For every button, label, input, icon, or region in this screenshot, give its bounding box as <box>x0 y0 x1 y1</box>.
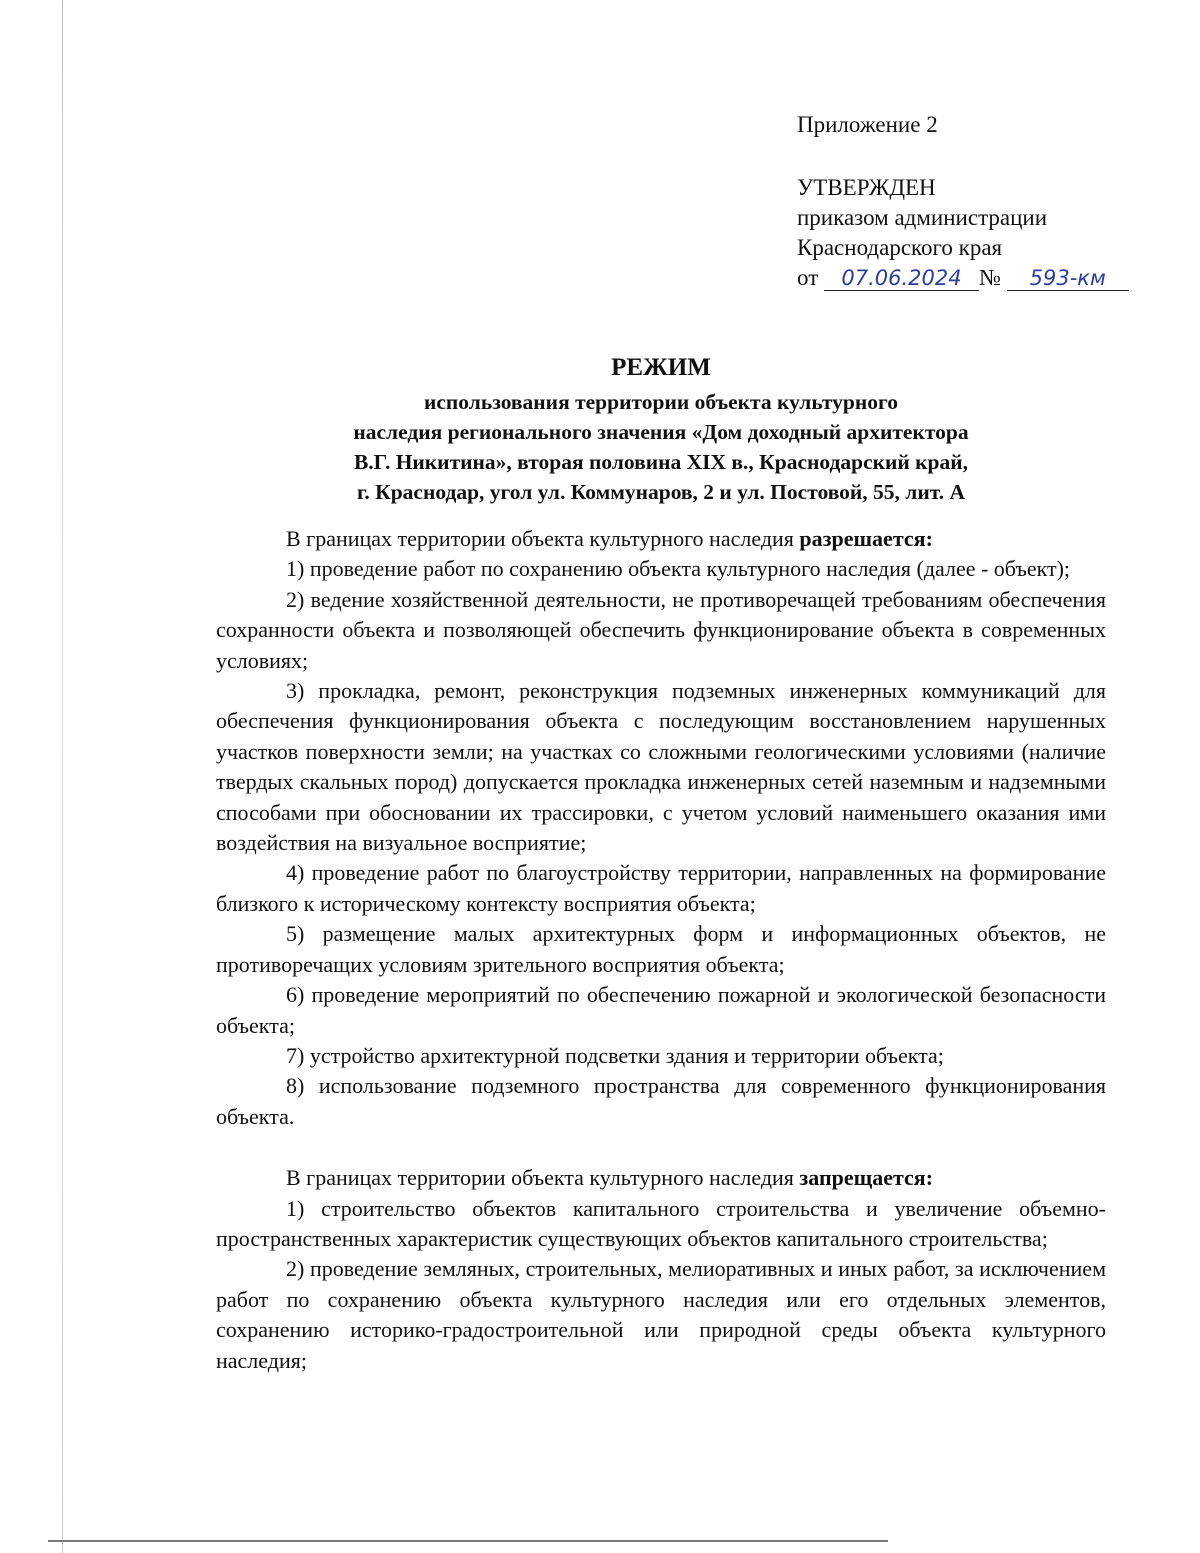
scan-edge-bottom <box>48 1540 888 1542</box>
scan-edge-left <box>62 0 63 1553</box>
allowed-item: 5) размещение малых архитектурных форм и информационных объектов, не противоречащих условиям зрительного восприятия объекта; <box>216 921 1106 977</box>
annex-label: Приложение 2 <box>797 112 938 137</box>
document-body <box>216 524 1106 1376</box>
allowed-item: 6) проведение мероприятий по обеспечению пожарной и экологической безопасности объекта; <box>216 982 1106 1038</box>
approval-block <box>797 110 1137 293</box>
section-gap <box>216 1132 1106 1163</box>
title-line-1: использования территории объекта культурного <box>423 390 899 414</box>
allowed-heading <box>216 524 1106 554</box>
prohibited-item: 2) проведение земляных, строительных, мелиоративных и иных работ, за исключением работ по сохранению объекта культурного наследия или его отдельных элементов, сохранению историко-градостроительной или природной среды объекта культурного наследия; <box>216 1256 1106 1373</box>
allowed-item: 2) ведение хозяйственной деятельности, не противоречащей требованиям обеспечения сохранности объекта и позволяющей обеспечить функционирование объекта в современных условиях; <box>216 586 1106 673</box>
number-prefix: № <box>979 265 1001 290</box>
approved-label: УТВЕРЖДЕН <box>797 175 936 200</box>
title-line-3: В.Г. Никитина», вторая половина XIX в., Краснодарский край, <box>353 450 969 474</box>
prohibited-intro: В границах территории объекта культурного наследия <box>286 1165 794 1191</box>
allowed-item: 3) прокладка, ремонт, реконструкция подземных инженерных коммуникаций для обеспечения функционирования объекта с последующим восстановлением нарушенных участков поверхности земли; на участках со сложными геологическими условиями (наличие твердых скальных пород) допускается прокладка инженерных сетей наземным и надземными способами при обосновании их трассировки, с учетом условий наименьшего оказания ими воздействия на визуальное восприятие; <box>216 678 1106 856</box>
prohibited-keyword: запрещается: <box>799 1165 934 1191</box>
allowed-item: 7) устройство архитектурной подсветки здания и территории объекта; <box>286 1042 944 1068</box>
date-prefix: от <box>797 265 819 290</box>
handwritten-order-number: 593-км <box>1007 266 1129 291</box>
handwritten-date: 07.06.2024 <box>824 266 979 291</box>
allowed-intro: В границах территории объекта культурного наследия <box>286 526 794 551</box>
approved-by-line-2: Краснодарского края <box>797 235 1003 260</box>
allowed-keyword: разрешается: <box>799 526 933 551</box>
prohibited-item: 1) строительство объектов капитального строительства и увеличение объемно-пространственных характеристик существующих объектов капитального строительства; <box>216 1195 1106 1251</box>
allowed-item: 1) проведение работ по сохранению объекта культурного наследия (далее - объект); <box>286 556 1071 582</box>
allowed-item: 8) использование подземного пространства для современного функционирования объекта. <box>216 1073 1106 1129</box>
document-title <box>216 352 1106 507</box>
prohibited-heading <box>216 1163 1106 1193</box>
title-line-4: г. Краснодар, угол ул. Коммунаров, 2 и ул. Постовой, 55, лит. А <box>357 480 965 504</box>
title-line-2: наследия регионального значения «Дом доходный архитектора <box>353 420 969 444</box>
allowed-item: 4) проведение работ по благоустройству территории, направленных на формирование близкого к историческому контексту восприятия объекта; <box>216 860 1106 916</box>
approved-by-line-1: приказом администрации <box>797 205 1048 230</box>
order-date-line <box>797 263 1137 293</box>
title-main: РЕЖИМ <box>611 354 711 381</box>
